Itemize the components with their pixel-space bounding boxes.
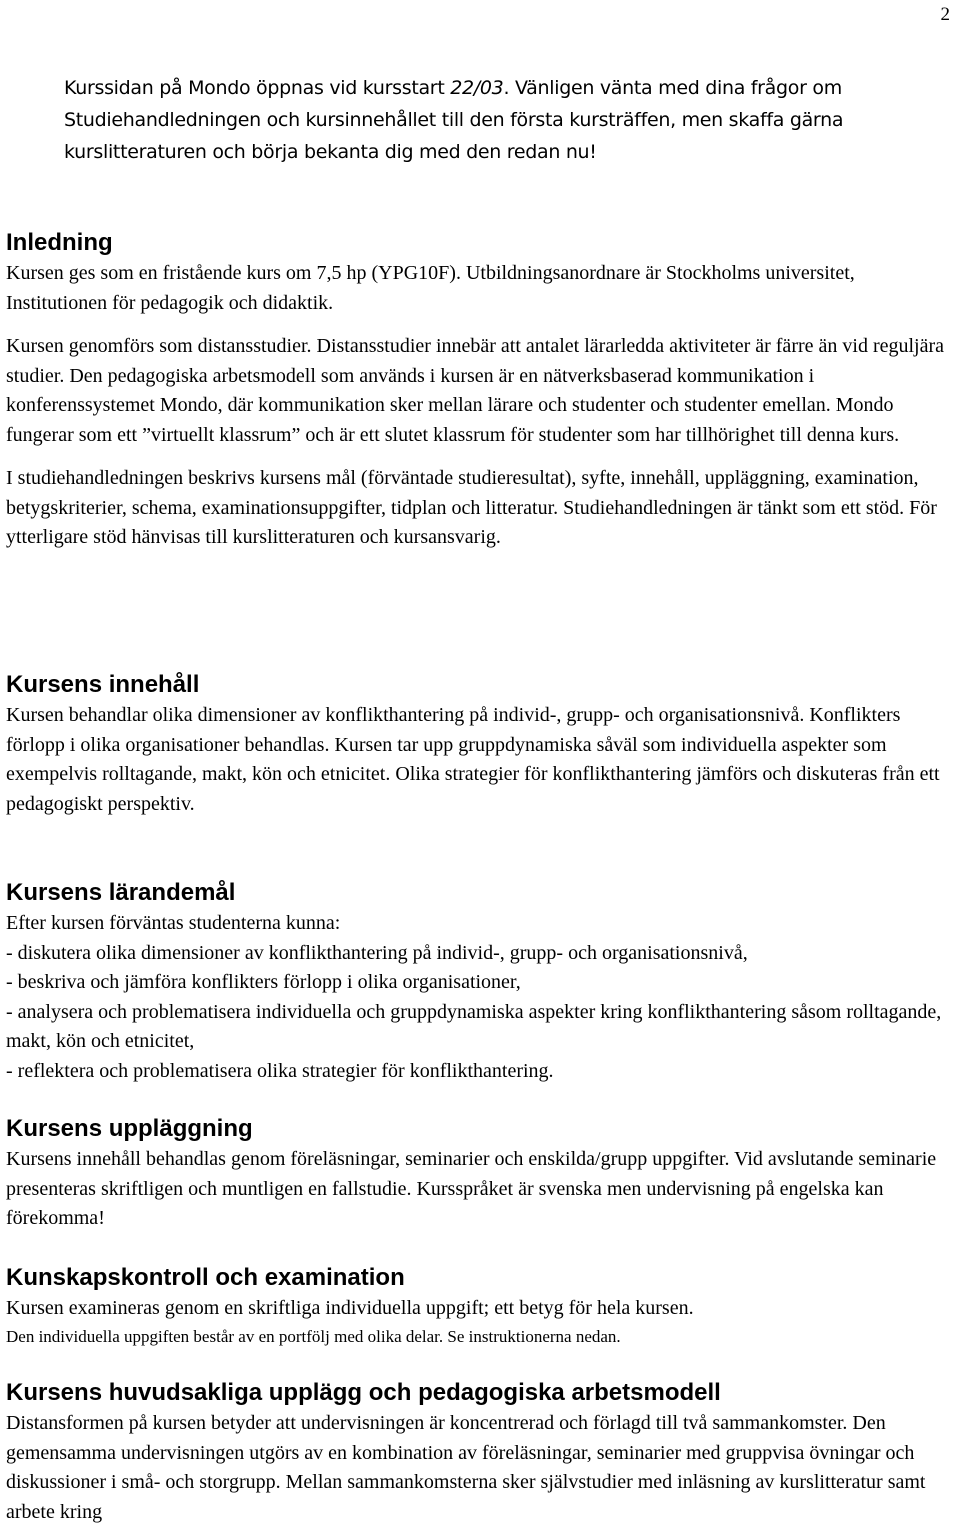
section-innehall bbox=[6, 669, 956, 819]
inledning-paragraph-1: Kursen ges som en fristående kurs om 7,5 hp (YPG10F). Utbildningsanordnare är Stockholms universitet, Institutionen för pedagogik och didaktik. bbox=[6, 262, 855, 314]
larandemal-item: - reflektera och problematisera olika strategier för konflikthantering. bbox=[6, 1059, 554, 1082]
larandemal-item: - diskutera olika dimensioner av konflikthantering på individ-, grupp- och organisationsnivå, bbox=[6, 941, 748, 964]
section-arbetsmodell bbox=[6, 1377, 956, 1527]
section-upplaggning bbox=[6, 1113, 956, 1234]
innehall-paragraph: Kursen behandlar olika dimensioner av konflikthantering på individ-, grupp- och organisationsnivå. Konflikters förlopp i olika organisationer behandlas. Kursen tar upp gruppdynamiska såväl som individuella aspekter som exempelvis rolltagande, makt, kön och etnicitet. Olika strategier för konflikthantering jämförs och diskuteras från ett pedagogiskt perspektiv. bbox=[6, 704, 940, 815]
heading-examination: Kunskapskontroll och examination bbox=[6, 1264, 405, 1291]
heading-innehall: Kursens innehåll bbox=[6, 671, 200, 698]
heading-upplaggning: Kursens uppläggning bbox=[6, 1115, 253, 1142]
intro-text-after: . Vänligen vänta med dina frågor om Studiehandledningen och kursinnehållet till den första kursträffen, men skaffa gärna kurslitteraturen och börja bekanta dig med den redan nu! bbox=[64, 77, 844, 163]
section-inledning bbox=[6, 227, 956, 553]
examination-paragraph-1: Kursen examineras genom en skriftliga individuella uppgift; ett betyg för hela kursen. bbox=[6, 1297, 694, 1319]
inledning-paragraph-3: I studiehandledningen beskrivs kursens mål (förväntade studieresultat), syfte, innehåll, uppläggning, examination, betygskriterier, schema, examinationsuppgifter, tidplan och litteratur. Studiehandledningen är tänkt som ett stöd. För ytterligare stöd hänvisas till kurslitteraturen och kursansvarig. bbox=[6, 467, 937, 548]
heading-larandemal: Kursens lärandemål bbox=[6, 879, 236, 906]
page-number: 2 bbox=[940, 4, 950, 25]
examination-paragraph-2: Den individuella uppgiften består av en portfölj med olika delar. Se instruktionerna nedan. bbox=[6, 1326, 621, 1346]
larandemal-item: - analysera och problematisera individuella och gruppdynamiska aspekter kring konflikthantering såsom rolltagande, makt, kön och etnicitet, bbox=[6, 1000, 942, 1052]
upplaggning-paragraph: Kursens innehåll behandlas genom föreläsningar, seminarier och enskilda/grupp uppgifter. Vid avslutande seminarie presenteras skriftligen och muntligen en fallstudie. Kursspråket är svenska men undervisning på engelska kan förekomma! bbox=[6, 1148, 937, 1229]
section-examination bbox=[6, 1262, 956, 1350]
larandemal-lead: Efter kursen förväntas studenterna kunna: bbox=[6, 912, 341, 934]
arbetsmodell-paragraph: Distansformen på kursen betyder att undervisningen är koncentrerad och förlagd till två sammankomster. Den gemensamma undervisningen utgörs av en kombination av föreläsningar, seminarier med gruppvisa övningar och diskussioner i små- och storgrupp. Mellan sammankomsterna sker självstudier med inläsning av kurslitteratur samt arbete kring bbox=[6, 1412, 926, 1523]
heading-arbetsmodell: Kursens huvudsakliga upplägg och pedagogiska arbetsmodell bbox=[6, 1379, 721, 1406]
intro-text-before: Kurssidan på Mondo öppnas vid kursstart bbox=[64, 77, 451, 99]
intro-notice bbox=[64, 72, 924, 168]
larandemal-item: - beskriva och jämföra konflikters förlopp i olika organisationer, bbox=[6, 971, 521, 993]
inledning-paragraph-2: Kursen genomförs som distansstudier. Distansstudier innebär att antalet lärarledda aktiviteter är färre än vid reguljära studier. Den pedagogiska arbetsmodell som används i kursen är en nätverksbaserad kommunikation i konferenssystemet Mondo, där kommunikation sker mellan lärare och studenter och studenter emellan. Mondo fungerar som ett ”virtuellt klassrum” och är ett slutet klassrum för studenter som har tillhörighet till denna kurs. bbox=[6, 335, 945, 446]
intro-date: 22/03 bbox=[450, 77, 504, 99]
section-larandemal bbox=[6, 877, 956, 1086]
heading-inledning: Inledning bbox=[6, 229, 113, 256]
